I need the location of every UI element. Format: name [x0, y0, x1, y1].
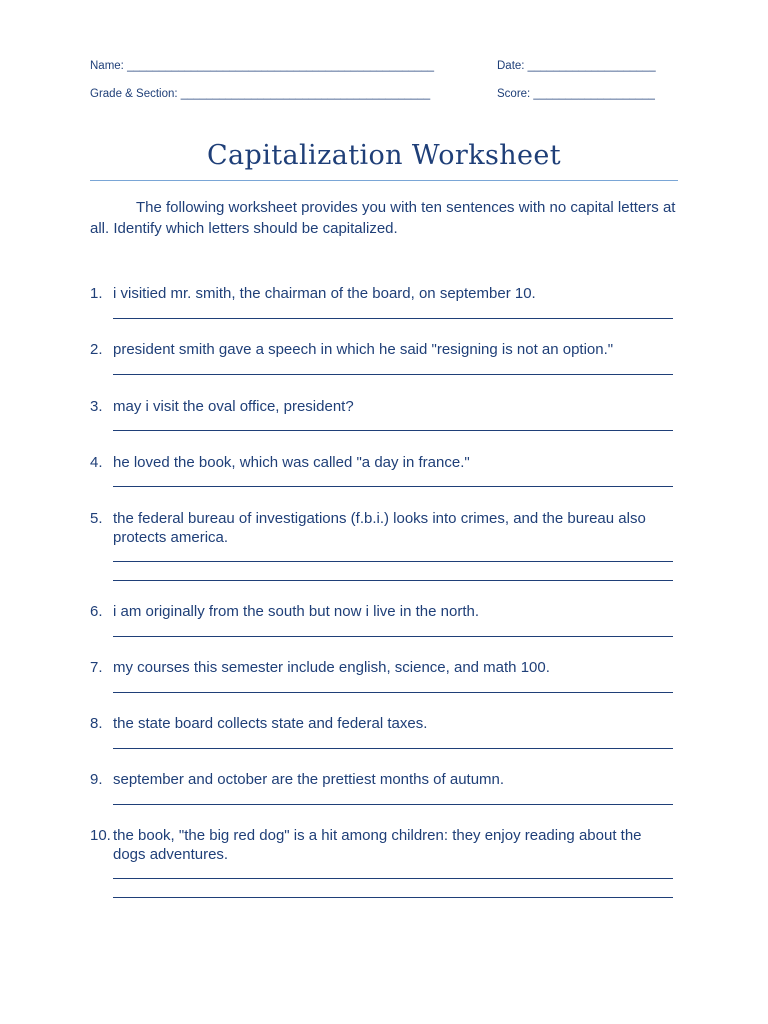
question-sentence: the state board collects state and federal taxes.: [113, 715, 428, 732]
question-number: 7.: [90, 659, 103, 676]
worksheet-title: Capitalization Worksheet: [206, 140, 562, 171]
answer-line[interactable]: [113, 878, 673, 879]
answer-line[interactable]: [113, 897, 673, 898]
score-field[interactable]: Score: ___________________: [497, 88, 655, 100]
grade-score-row: [90, 88, 655, 100]
answer-line[interactable]: [113, 318, 673, 319]
question-sentence: i am originally from the south but now i live in the north.: [113, 603, 480, 620]
answer-line[interactable]: [113, 374, 673, 375]
question-number: 5.: [90, 510, 103, 527]
question-number: 2.: [90, 341, 103, 358]
question-number: 8.: [90, 715, 103, 732]
answer-line[interactable]: [113, 692, 673, 693]
answer-line[interactable]: [113, 580, 673, 581]
question-number: 1.: [90, 285, 103, 302]
answer-line[interactable]: [113, 636, 673, 637]
question-number: 9.: [90, 771, 103, 788]
question-number: 6.: [90, 603, 103, 620]
question-number: 10.: [90, 827, 111, 844]
question-sentence: the federal bureau of investigations (f.b.i.) looks into crimes, and the bureau also protects america.: [113, 510, 646, 546]
name-field[interactable]: Name: ________________________________________________: [90, 60, 435, 72]
question-sentence: may i visit the oval office, president?: [113, 398, 354, 415]
grade-section-field[interactable]: Grade & Section: _______________________________________: [90, 88, 431, 100]
answer-line[interactable]: [113, 748, 673, 749]
title-divider: [90, 180, 678, 181]
question-sentence: my courses this semester include english, science, and math 100.: [113, 659, 550, 676]
answer-line[interactable]: [113, 430, 673, 431]
date-field[interactable]: Date: ____________________: [497, 60, 656, 72]
question-sentence: i visitied mr. smith, the chairman of the board, on september 10.: [113, 285, 536, 302]
name-date-row: [90, 60, 656, 72]
answer-line[interactable]: [113, 804, 673, 805]
question-number: 4.: [90, 454, 103, 471]
answer-line[interactable]: [113, 486, 673, 487]
question-number: 3.: [90, 398, 103, 415]
question-sentence: september and october are the prettiest months of autumn.: [113, 771, 505, 788]
intro-paragraph: [90, 197, 680, 239]
answer-line[interactable]: [113, 561, 673, 562]
intro-text: The following worksheet provides you with ten sentences with no capital letters at all. Identify which letters should be capitalized.: [90, 199, 676, 237]
question-sentence: he loved the book, which was called "a day in france.": [113, 454, 470, 471]
question-sentence: the book, "the big red dog" is a hit among children: they enjoy reading about the dogs adventures.: [113, 827, 642, 863]
question-sentence: president smith gave a speech in which he said "resigning is not an option.": [113, 341, 614, 358]
